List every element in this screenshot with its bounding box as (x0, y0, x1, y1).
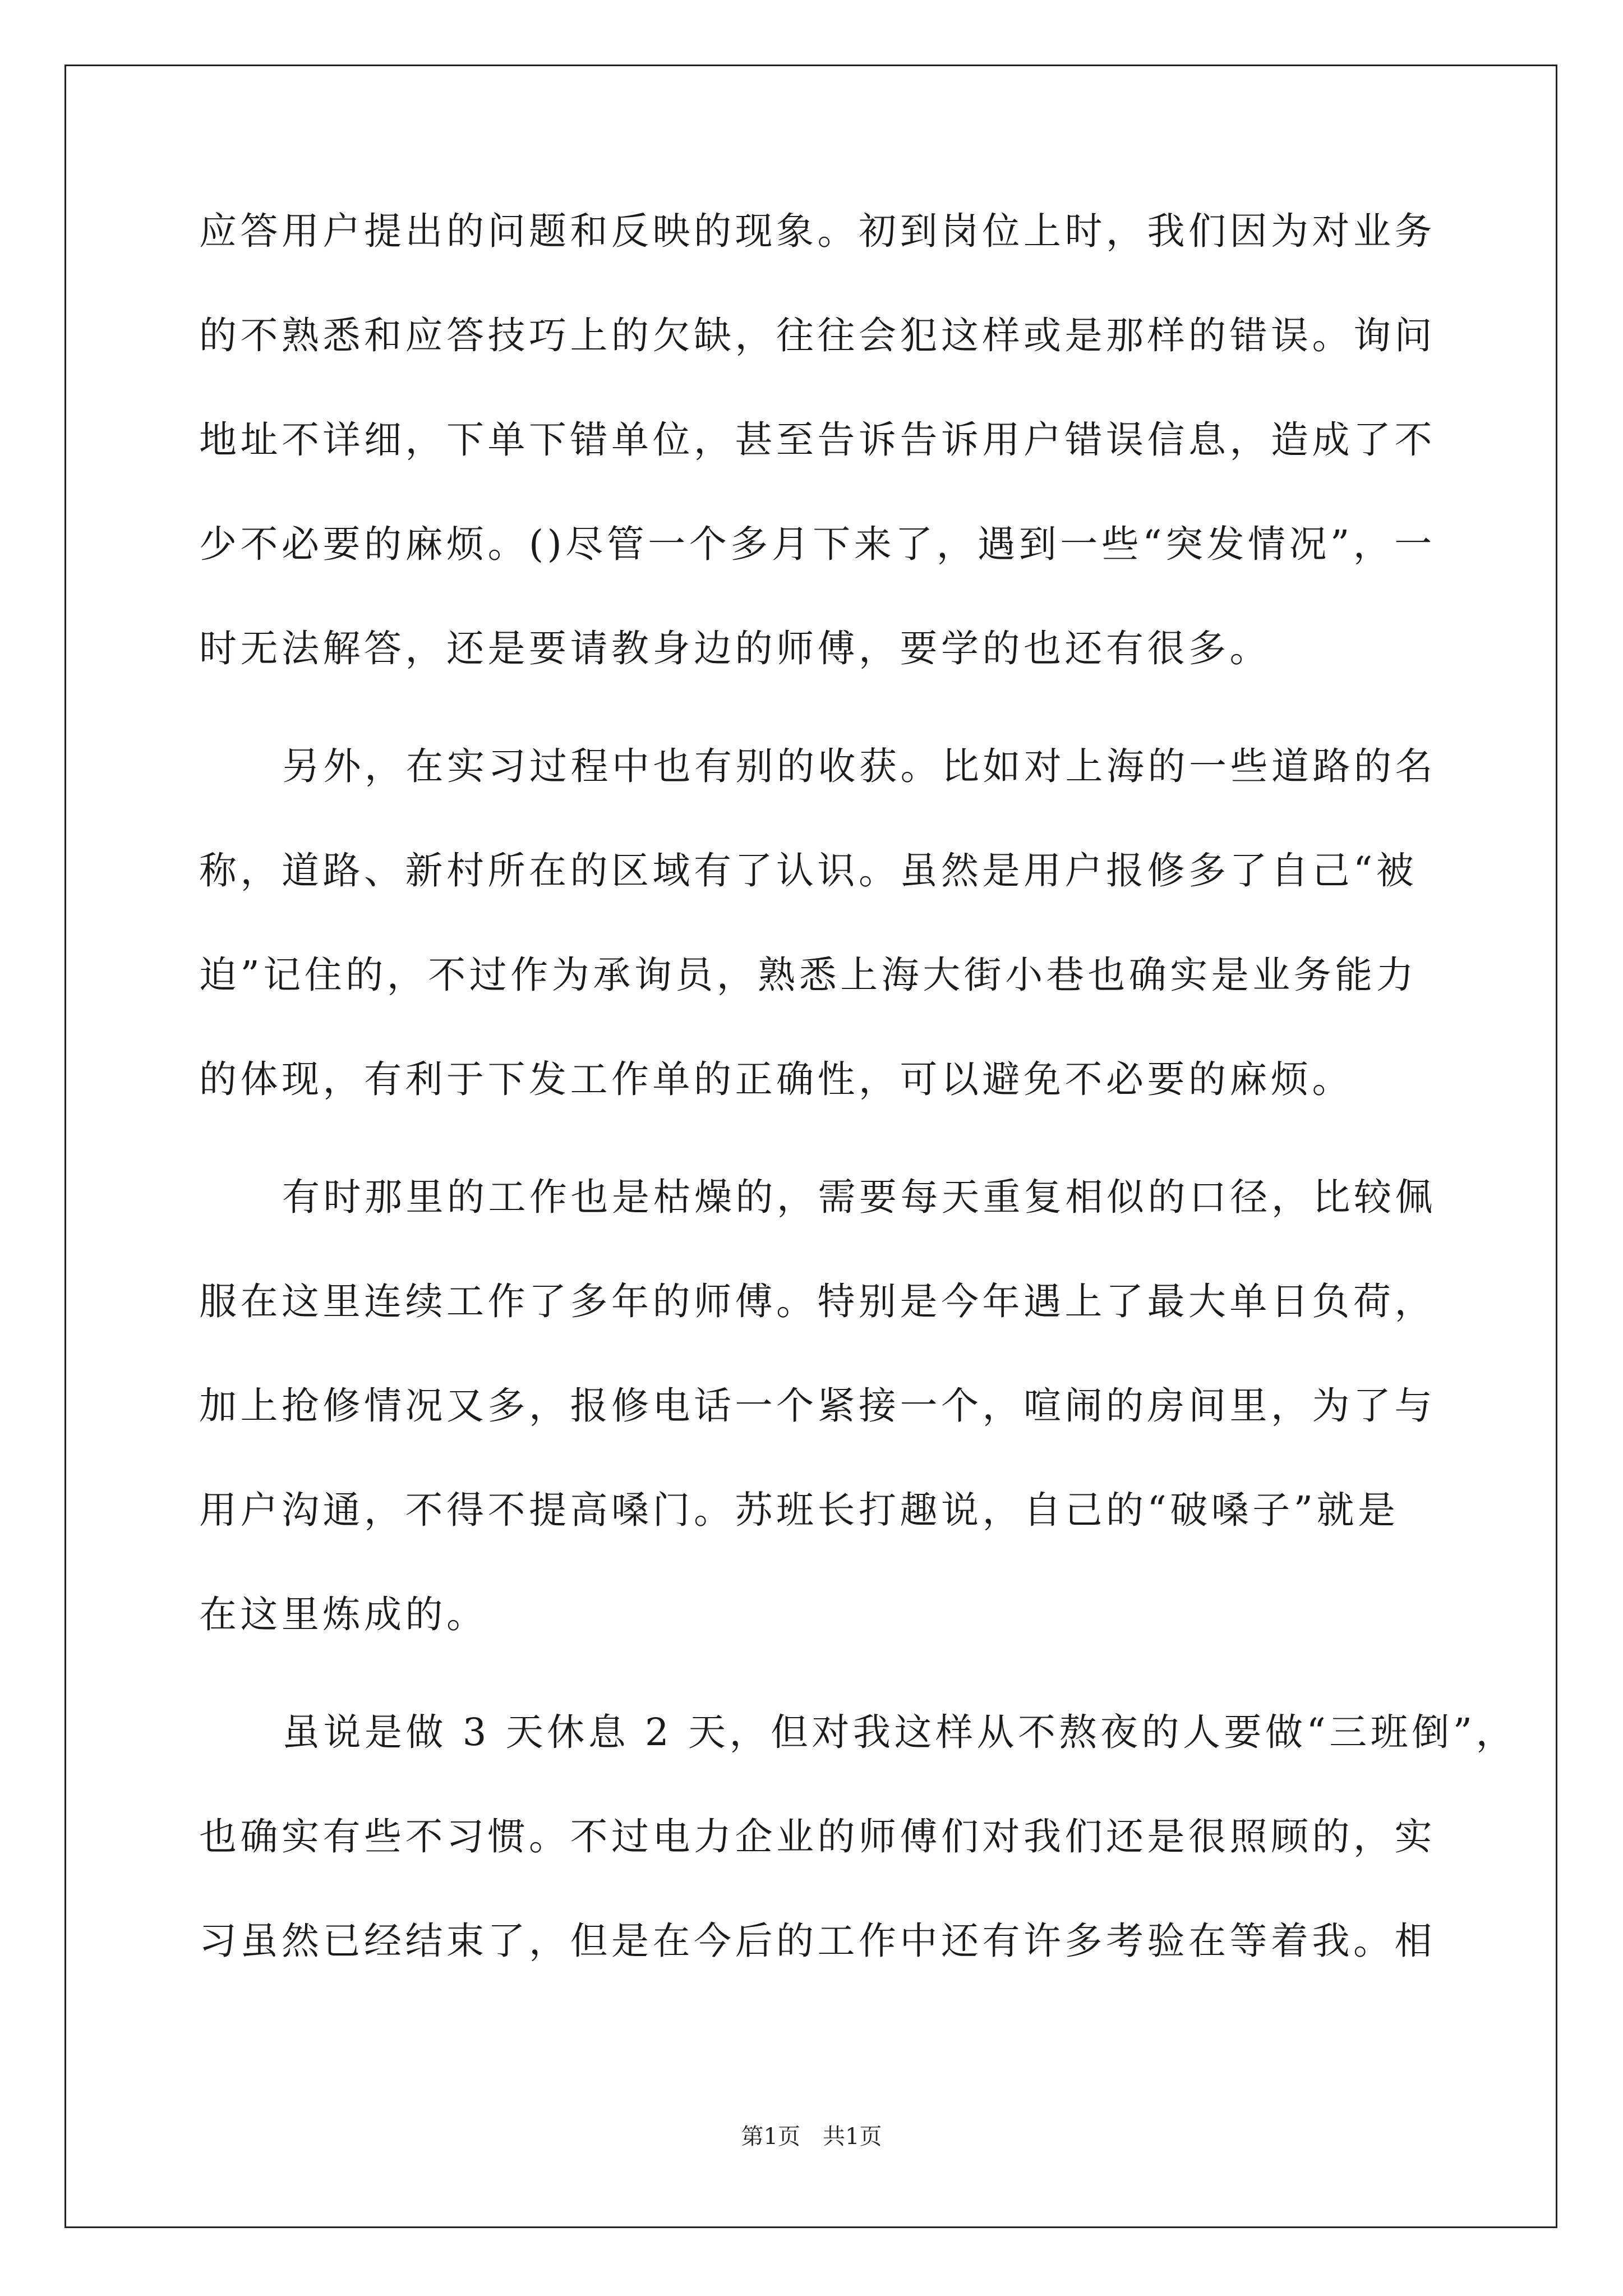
text-line: 时无法解答，还是要请教身边的师傅，要学的也还有很多。 (199, 627, 1271, 670)
text-line: 应答用户提出的问题和反映的现象。初到岗位上时，我们因为对业务 (199, 209, 1436, 253)
text-line: 的体现，有利于下发工作单的正确性，可以避免不必要的麻烦。 (199, 1057, 1353, 1101)
paragraph-first-line: 虽说是做 3 天休息 2 天，但对我这样从不熬夜的人要做“三班倒”， (282, 1710, 1517, 1754)
paragraph-first-line: 另外，在实习过程中也有别的收获。比如对上海的一些道路的名 (282, 744, 1436, 788)
text-line: 也确实有些不习惯。不过电力企业的师傅们对我们还是很照顾的，实 (199, 1815, 1436, 1858)
text-line: 地址不详细，下单下错单位，甚至告诉告诉用户错误信息，造成了不 (199, 418, 1436, 462)
text-line: 在这里炼成的。 (199, 1593, 488, 1636)
text-line: 用户沟通，不得不提高嗓门。苏班长打趣说，自己的“破嗓子”就是 (199, 1488, 1399, 1532)
text-line: 称，道路、新村所在的区域有了认识。虽然是用户报修多了自己“被 (199, 849, 1418, 892)
text-line: 少不必要的麻烦。()尽管一个多月下来了，遇到一些“突发情况”，一 (199, 522, 1436, 566)
page-footer (0, 2123, 1623, 2150)
page-total: 共1页 (823, 2124, 882, 2150)
text-line: 迫”记住的，不过作为承询员，熟悉上海大街小巷也确实是业务能力 (199, 953, 1418, 997)
document-body (199, 209, 1517, 2023)
text-line: 习虽然已经结束了，但是在今后的工作中还有许多考验在等着我。相 (199, 1919, 1436, 1963)
text-line: 的不熟悉和应答技巧上的欠缺，往往会犯这样或是那样的错误。询问 (199, 314, 1436, 357)
text-line: 服在这里连续工作了多年的师傅。特别是今年遇上了最大单日负荷， (199, 1280, 1436, 1323)
text-line: 加上抢修情况又多，报修电话一个紧接一个，喧闹的房间里，为了与 (199, 1384, 1436, 1428)
page-number: 第1页 (741, 2124, 800, 2150)
paragraph-first-line: 有时那里的工作也是枯燥的，需要每天重复相似的口径，比较佩 (282, 1175, 1436, 1219)
